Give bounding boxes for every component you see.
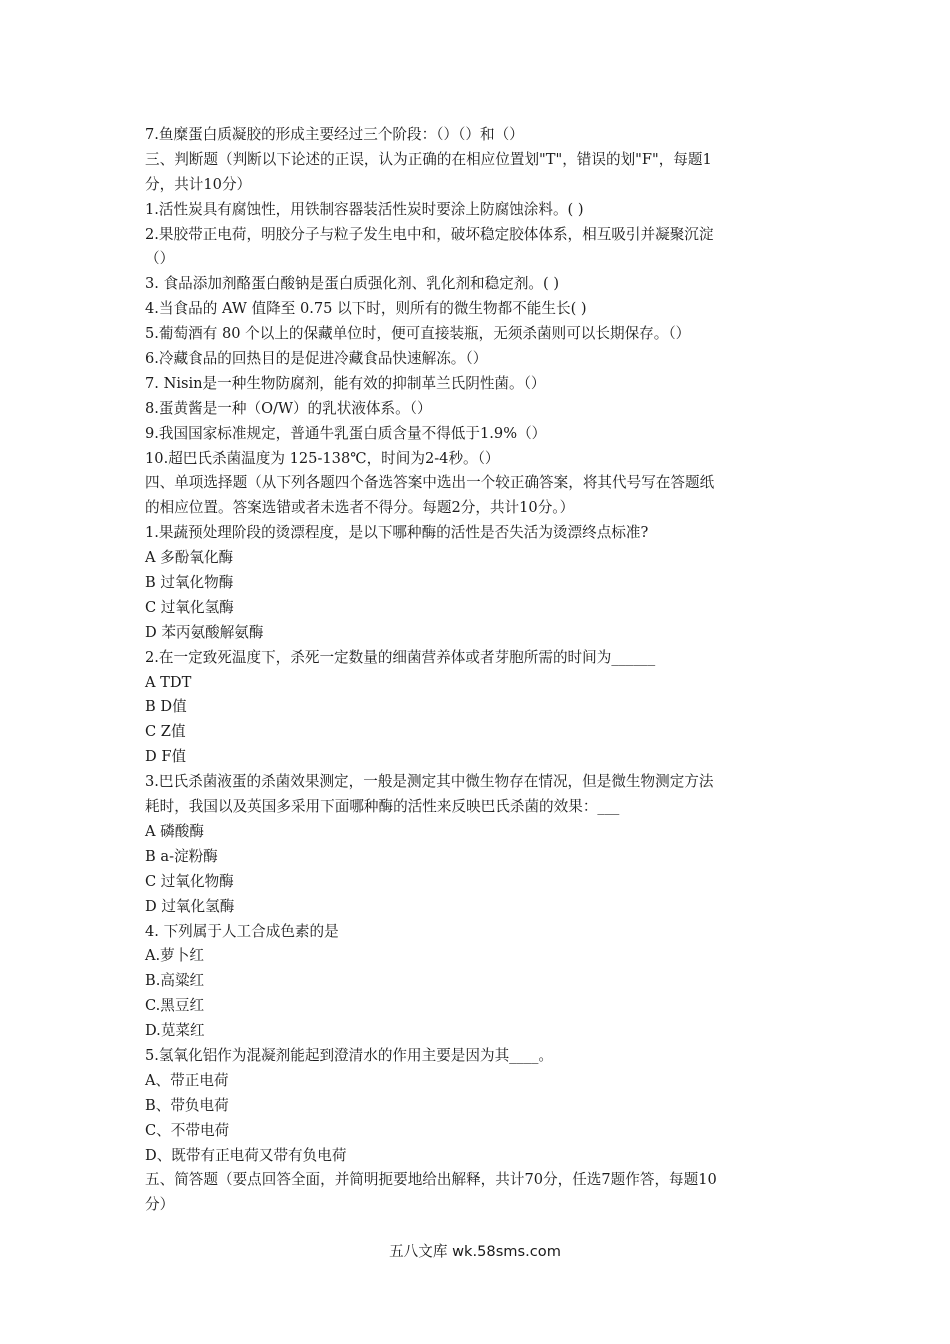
tf-question-4: 4.当食品的 AW 值降至 0.75 以下时，则所有的微生物都不能生长( ) <box>145 300 587 318</box>
document-body <box>145 123 810 1218</box>
mc-question-4-option-b: B.高粱红 <box>145 972 205 990</box>
mc-question-5: 5.氢氧化铝作为混凝剂能起到澄清水的作用主要是因为其____。 <box>145 1046 553 1064</box>
section-4-heading: 四、单项选择题（从下列各题四个备选答案中选出一个较正确答案，将其代号写在答题纸 <box>145 474 715 492</box>
tf-question-8: 8.蛋黄酱是一种（O/W）的乳状液体系。（） <box>145 399 432 417</box>
tf-question-9: 9.我国国家标准规定，普通牛乳蛋白质含量不得低于1.9%（） <box>145 424 547 442</box>
mc-question-3-option-a: A 磷酸酶 <box>145 822 204 840</box>
page-footer: 五八文库 wk.58sms.com <box>389 1243 561 1260</box>
mc-question-1-option-b: B 过氧化物酶 <box>145 574 234 592</box>
section-3-heading: 三、判断题（判断以下论述的正误，认为正确的在相应位置划"T"，错误的划"F"，每题1 <box>145 150 712 168</box>
mc-question-3: 3.巴氏杀菌液蛋的杀菌效果测定，一般是测定其中微生物存在情况，但是微生物测定方法 <box>145 773 714 791</box>
question-7-fish-gel: 7.鱼糜蛋白质凝胶的形成主要经过三个阶段：（）（）和（） <box>145 126 524 143</box>
section-3-heading-cont: 分，共计10分） <box>145 175 252 193</box>
tf-question-6: 6.冷藏食品的回热目的是促进冷藏食品快速解冻。（） <box>145 350 488 368</box>
mc-question-4-option-a: A.萝卜红 <box>145 947 204 965</box>
mc-question-1-option-a: A 多酚氧化酶 <box>145 549 234 567</box>
tf-question-3: 3. 食品添加剂酪蛋白酸钠是蛋白质强化剂、乳化剂和稳定剂。( ) <box>145 275 560 293</box>
tf-question-1: 1.活性炭具有腐蚀性，用铁制容器装活性炭时要涂上防腐蚀涂料。( ) <box>145 200 584 218</box>
mc-question-5-option-d: D、既带有正电荷又带有负电荷 <box>145 1146 347 1164</box>
mc-question-2: 2.在一定致死温度下，杀死一定数量的细菌营养体或者芽胞所需的时间为______ <box>145 648 656 666</box>
mc-question-2-option-c: C Z值 <box>145 723 186 741</box>
tf-question-10: 10.超巴氏杀菌温度为 125-138℃，时间为2-4秒。（） <box>145 449 500 467</box>
mc-question-5-option-b: B、带负电荷 <box>145 1096 229 1114</box>
section-5-heading-cont: 分） <box>145 1196 175 1214</box>
mc-question-4-option-d: D.苋菜红 <box>145 1022 205 1040</box>
mc-question-3-option-b: B a-淀粉酶 <box>145 847 218 865</box>
mc-question-4: 4. 下列属于人工合成色素的是 <box>145 922 339 940</box>
mc-question-3-option-c: C 过氧化物酶 <box>145 872 234 890</box>
mc-question-1-option-d: D 苯丙氨酸解氨酶 <box>145 623 264 641</box>
mc-question-5-option-c: C、不带电荷 <box>145 1121 230 1139</box>
section-4-heading-cont: 的相应位置。答案选错或者未选者不得分。每题2分，共计10分。） <box>145 499 575 517</box>
mc-question-2-option-b: B D值 <box>145 698 187 716</box>
mc-question-3-option-d: D 过氧化氢酶 <box>145 897 235 915</box>
tf-question-5: 5.葡萄酒有 80 个以上的保藏单位时，便可直接装瓶，无须杀菌则可以长期保存。（） <box>145 325 691 343</box>
mc-question-4-option-c: C.黑豆红 <box>145 997 205 1015</box>
tf-question-7: 7. Nisin是一种生物防腐剂，能有效的抑制革兰氏阴性菌。（） <box>145 374 546 392</box>
tf-question-2-cont: （） <box>145 250 175 268</box>
mc-question-5-option-a: A、带正电荷 <box>145 1071 229 1089</box>
mc-question-3-cont: 耗时，我国以及英国多采用下面哪种酶的活性来反映巴氏杀菌的效果：___ <box>145 798 620 816</box>
mc-question-2-option-a: A TDT <box>145 673 192 691</box>
section-5-heading: 五、简答题（要点回答全面，并简明扼要地给出解释，共计70分，任选7题作答，每题10 <box>145 1171 717 1189</box>
mc-question-1-option-c: C 过氧化氢酶 <box>145 598 234 616</box>
mc-question-1: 1.果蔬预处理阶段的烫漂程度，是以下哪种酶的活性是否失活为烫漂终点标准? <box>145 524 649 542</box>
tf-question-2: 2.果胶带正电荷，明胶分子与粒子发生电中和，破坏稳定胶体体系，相互吸引并凝聚沉淀 <box>145 225 714 243</box>
mc-question-2-option-d: D F值 <box>145 748 187 766</box>
